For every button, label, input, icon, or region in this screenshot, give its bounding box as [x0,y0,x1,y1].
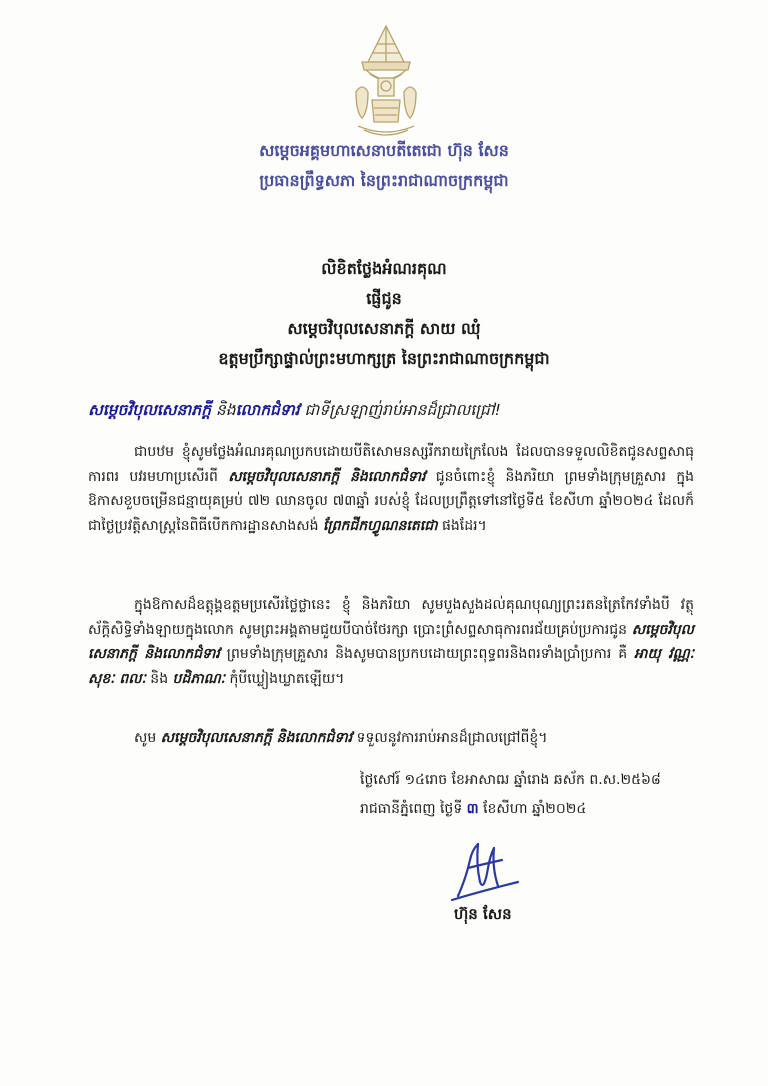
paragraph-1-text-a: ជាបឋម ខ្ញុំសូមថ្លែងអំណរគុណប្រកបដោយបីតិសោមនស្សរីករាយក្រៃលែង ដែលបានទទួលលិខិតជូនសព្ទសាធុការពរ បវរមហាប្រសើរពី [88,444,694,485]
salutation [88,400,688,423]
paragraph-3-text-a: សូម [134,730,161,746]
place-date [360,799,700,820]
header-name-title: សម្តេចអគ្គមហាសេនាបតីតេជោ ហ៊ុន សែន [259,141,509,160]
paragraph-1-recipients: សម្តេចវិបុលសេនាភក្តី និងលោកជំទាវ [228,468,426,485]
paragraph-1 [88,440,694,538]
paragraph-3-recipients: សម្តេចវិបុលសេនាភក្តី និងលោកជំទាវ [160,730,353,746]
paragraph-2-text-g: កុំបីឃ្លៀងឃ្លាតឡើយ។ [225,670,345,687]
paragraph-2-text-c: ព្រមទាំងក្រុមគ្រួសារ និងសូមបានប្រកបដោយព្រះពុទ្ធពរនិងពរទាំងប្រាំប្រការ គឺ [219,646,635,662]
paragraph-2-text-a: ក្នុងឱកាសដ៏ឧត្តុង្គឧត្តមប្រសើរថ្លៃថ្លានេះ ខ្ញុំ និងភរិយា សូមបួងសួងដល់គុណបុណ្យព្រះរតនត្រៃកែវទាំងបី វត្ថុស័ក្តិសិទ្ធិទាំងឡាយក្នុងលោក សូមព្រះអង្គតាមជួយបីបាច់ថែរក្សា ប្រោះព្រំសព្ទសាធុការពរជ័យគ្រប់ប្រការជូន [88,597,694,638]
royal-emblem-icon [348,22,424,140]
paragraph-2-blessings: អាយុ វណ្ណៈ សុខៈ ពលៈ [88,646,694,687]
signer-name: ហ៊ុន សែន [454,905,512,923]
salutation-honorific: សម្តេចវិបុលសេនាភក្តី [88,401,211,419]
date-day: ៣ [466,801,479,817]
salutation-and: និង [211,401,236,419]
paragraph-1-text-e: ផងដែរ។ [437,517,487,534]
paragraph-3-text-c: ទទួលនូវការរាប់អានដ៏ជ្រាលជ្រៅពីខ្ញុំ។ [352,730,548,746]
salutation-lady: លោកជំទាវ [235,401,300,419]
place-date-prefix: រាជធានីភ្នំពេញ ថ្ងៃទី [360,801,467,817]
paragraph-3 [88,726,694,751]
signature-icon [448,838,528,904]
paragraph-2 [88,593,694,691]
header-position: ប្រធានព្រឹទ្ធសភា នៃព្រះរាជាណាចក្រកម្ពុជា [259,171,509,190]
letter-addressed-to: ផ្ញើជូន [366,289,402,308]
lunar-date: ថ្ងៃសៅរ៍ ១៤រោច ខែអាសាឍ ឆ្នាំរោង ឆស័ក ព.ស.២៥៦៨ [360,772,661,788]
letter-title: លិខិតថ្លែងអំណរគុណ [321,259,447,278]
paragraph-2-recipients: សម្តេចវិបុលសេនាភក្តី និងលោកជំទាវ [88,621,694,662]
recipient-name: សម្តេចវិបុលសេនាភក្តី សាយ ឈុំ [287,319,481,338]
paragraph-1-text-c: ជូនចំពោះខ្ញុំ និងភរិយា ព្រមទាំងក្រុមគ្រួសារ ក្នុងឱកាសខួបចម្រើនជន្មាយុគម្រប់ ៧២ ឈានចូល ៧៣ឆ្នាំ របស់ខ្ញុំ ដែលប្រព្រឹត្តទៅនៅថ្ងៃទី៥ ខែសីហា ឆ្នាំ២០២៤ ដែលក៏ជាថ្ងៃប្រវត្តិសាស្ត្រនៃពិធីបើកការដ្ឋានសាងសង់ [88,468,694,534]
recipient-position: ឧត្តមប្រឹក្សាផ្ទាល់ព្រះមហាក្សត្រ នៃព្រះរាជាណាចក្រកម្ពុជា [218,349,550,368]
paragraph-2-blessing-last: បដិភាណៈ [172,670,226,687]
date-month-year: ខែសីហា ឆ្នាំ២០២៤ [478,801,587,817]
salutation-rest: ជាទីស្រឡាញ់រាប់អានដ៏ជ្រាលជ្រៅ! [299,401,501,419]
paragraph-1-canal-name: ព្រែកជីកហ្វូណនតេជោ [322,517,438,534]
paragraph-2-text-e: និង [145,670,173,687]
